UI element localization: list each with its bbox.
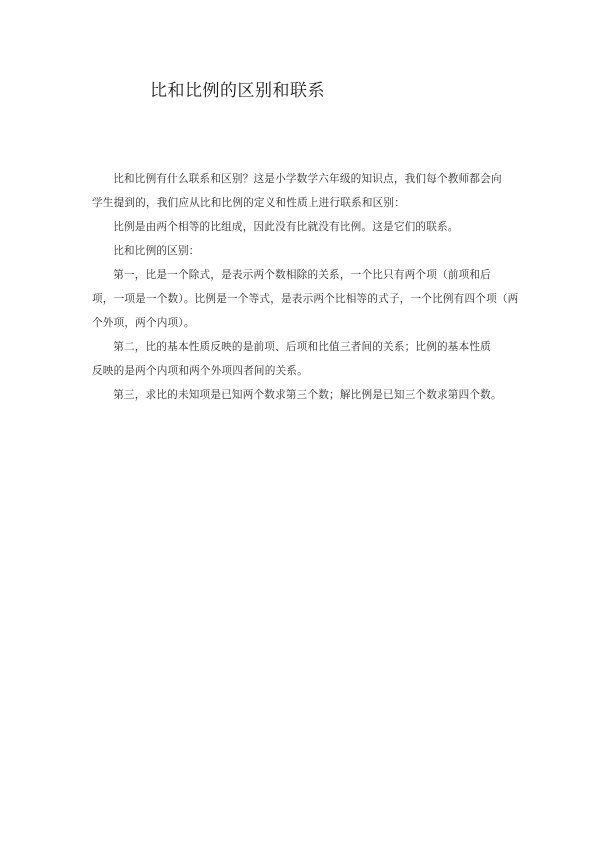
- paragraph-line: 个外项，两个内项）。: [92, 317, 195, 329]
- paragraph-third-point: [92, 383, 522, 407]
- page-title: 比和比例的区别和联系: [150, 81, 325, 101]
- paragraph-difference-heading: [92, 239, 522, 263]
- paragraph-connection: [92, 215, 522, 239]
- paragraph-first-point: [92, 263, 522, 335]
- paragraph-line: 第一，比是一个除式，是表示两个数相除的关系，一个比只有两个项（前项和后: [113, 269, 491, 281]
- paragraph-line: 比和比例有什么联系和区别？这是小学数学六年级的知识点，我们每个教师都会向: [113, 173, 502, 185]
- paragraph-line: 反映的是两个内项和两个外项四者间的关系。: [92, 365, 308, 377]
- paragraph-line: 项，一项是一个数）。比例是一个等式，是表示两个比相等的式子，一个比例有四个项（两: [92, 293, 519, 305]
- paragraph-line: 第三，求比的未知项是已知两个数求第三个数；解比例是已知三个数求第四个数。: [113, 389, 502, 401]
- paragraph-line: 学生提到的，我们应从比和比例的定义和性质上进行联系和区别：: [92, 197, 406, 209]
- document-body: [92, 167, 522, 407]
- paragraph-line: 比例是由两个相等的比组成，因此没有比就没有比例。这是它们的联系。: [113, 221, 459, 233]
- paragraph-second-point: [92, 335, 522, 383]
- paragraph-line: 第二，比的基本性质反映的是前项、后项和比值三者间的关系；比例的基本性质: [113, 341, 491, 353]
- paragraph-line: 比和比例的区别：: [113, 245, 200, 257]
- paragraph-intro: [92, 167, 522, 215]
